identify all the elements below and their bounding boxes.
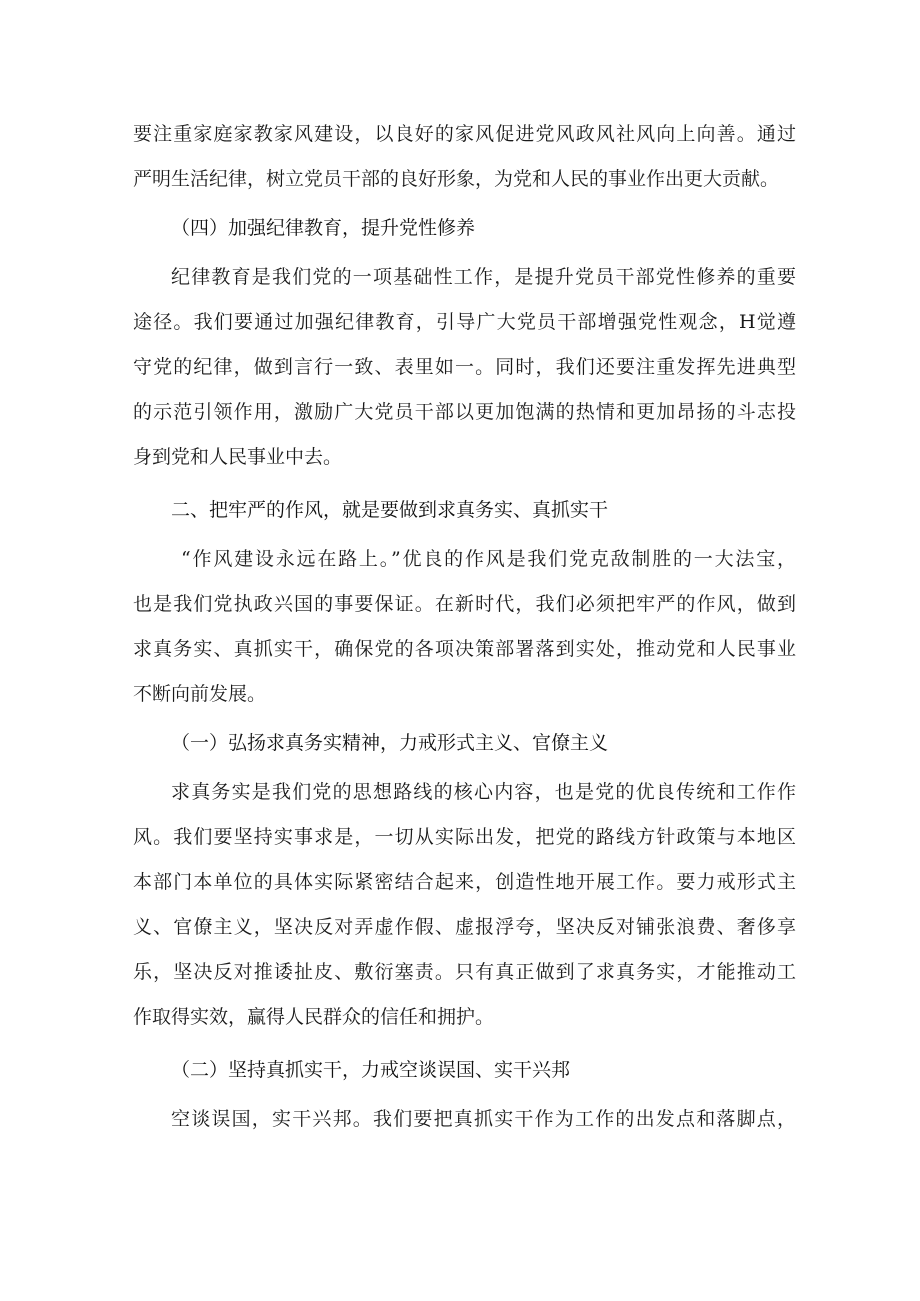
paragraph-line: 不断向前发展。 xyxy=(133,683,267,705)
paragraph-line: 本部门本单位的具体实际紧密结合起来，创造性地开展工作。要力戒形式主 xyxy=(133,871,796,893)
paragraph-line: 也是我们党执政兴国的事要保证。在新时代，我们必须把牢严的作风，做到 xyxy=(133,593,796,615)
paragraph-line: 乐，坚决反对推诿扯皮、敷衍塞责。只有真正做到了求真务实，才能推动工 xyxy=(133,961,796,983)
paragraph-line: 义、官僚主义，坚决反对弄虚作假、虚报浮夸，坚决反对铺张浪费、奢侈享 xyxy=(133,916,796,938)
paragraph-line: 身到党和人民事业中去。 xyxy=(133,446,343,468)
paragraph-line: 求真务实、真抓实干，确保党的各项决策部署落到实处，推动党和人民事业 xyxy=(133,638,796,660)
section-heading-2-2: （二）坚持真抓实干，力戒空谈误国、实干兴邦 xyxy=(171,1059,571,1081)
paragraph-line: 风。我们要坚持实事求是，一切从实际出发，把党的路线方针政策与本地区 xyxy=(133,826,796,848)
paragraph-line: 空谈误国，实干兴邦。我们要把真抓实干作为工作的出发点和落脚点， xyxy=(171,1108,796,1130)
section-heading-4: （四）加强纪律教育，提升党性修养 xyxy=(171,217,476,239)
paragraph-line: 要注重家庭家教家风建设，以良好的家风促进党风政风社风向上向善。通过 xyxy=(133,123,796,145)
paragraph-line: 求真务实是我们党的思想路线的核心内容，也是党的优良传统和工作作 xyxy=(171,781,796,803)
paragraph-line: 守党的纪律，做到言行一致、表里如一。同时，我们还要注重发挥先进典型 xyxy=(133,356,796,378)
document-body xyxy=(133,112,796,1142)
paragraph-line: “作风建设永远在路上。”优良的作风是我们党克敌制胜的一大法宝， xyxy=(181,548,796,570)
paragraph-line: 途径。我们要通过加强纪律教育，引导广大党员干部增强党性观念，H觉遵 xyxy=(133,311,796,333)
section-heading-2-1: （一）弘扬求真务实精神，力戒形式主义、官僚主义 xyxy=(171,732,609,754)
paragraph-line: 的示范引领作用，激励广大党员干部以更加饱满的热情和更加昂扬的斗志投 xyxy=(133,401,796,423)
chapter-heading-2: 二、把牢严的作风，就是要做到求真务实、真抓实干 xyxy=(171,499,609,521)
paragraph-line: 严明生活纪律，树立党员干部的良好形象，为党和人民的事业作出更大贡献。 xyxy=(133,168,780,190)
paragraph-line: 纪律教育是我们党的一项基础性工作，是提升党员干部党性修养的重要 xyxy=(171,266,796,288)
paragraph-line: 作取得实效，赢得人民群众的信任和拥护。 xyxy=(133,1006,495,1028)
